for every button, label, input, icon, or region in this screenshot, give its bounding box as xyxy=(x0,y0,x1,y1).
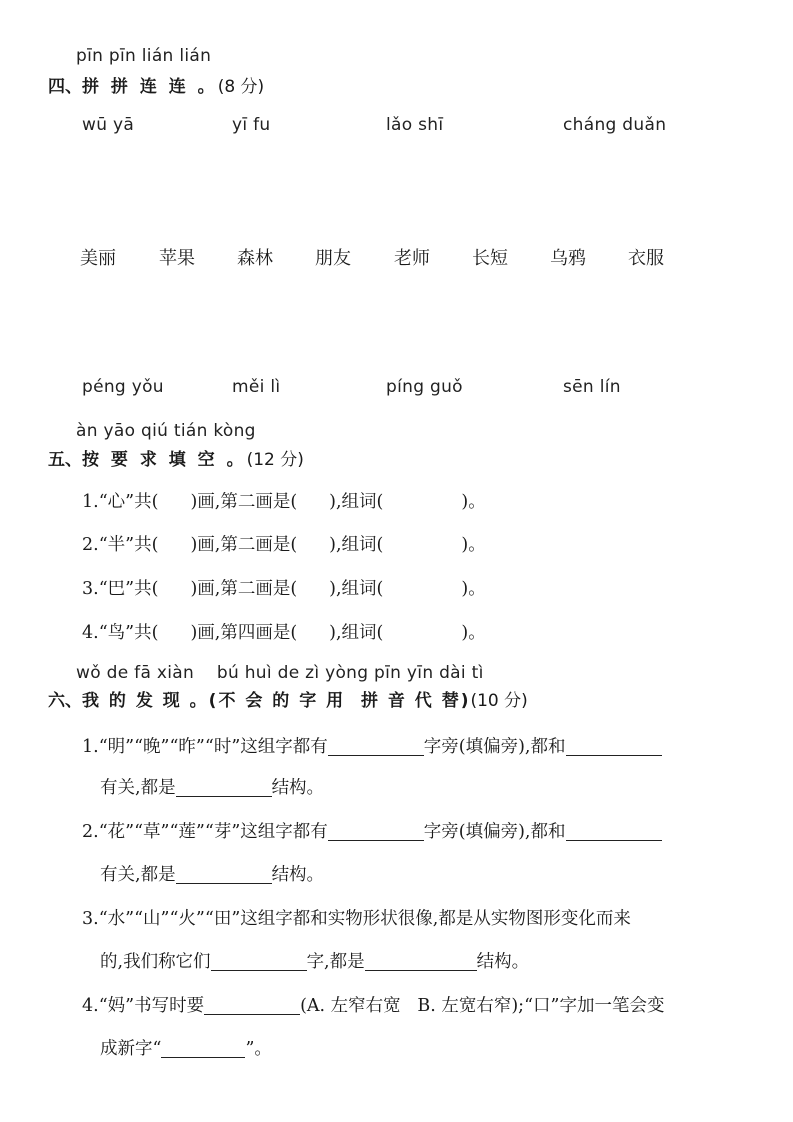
question-4-line-1: 4.“妈”书写时要 (A. 左窄右宽 B. 左宽右窄);“口”字加一笔会变 xyxy=(82,996,665,1016)
word-option: 衣服 xyxy=(628,248,664,269)
word-option: 美丽 xyxy=(80,248,116,269)
pinyin-option: lǎo shī xyxy=(386,115,444,135)
word-option: 森林 xyxy=(237,248,273,269)
section-number: 五、 xyxy=(48,450,82,470)
answer-blank[interactable] xyxy=(365,951,477,971)
word-option: 苹果 xyxy=(159,248,195,269)
fill-item: 2.“半”共( )画,第二画是( ),组词( )。 xyxy=(82,535,486,555)
question-2-line-2: 有关,都是 结构。 xyxy=(100,865,325,885)
section-score: (12 分) xyxy=(246,450,304,470)
answer-blank[interactable] xyxy=(566,821,662,841)
question-1-line-2: 有关,都是 结构。 xyxy=(100,778,325,798)
section-5-heading xyxy=(48,445,304,470)
answer-blank[interactable] xyxy=(566,736,662,756)
word-option: 老师 xyxy=(394,248,430,269)
answer-blank[interactable] xyxy=(328,736,424,756)
question-4-line-2: 成新字“ ”。 xyxy=(100,1039,272,1059)
word-option: 朋友 xyxy=(315,248,351,269)
pinyin-option: péng yǒu xyxy=(82,377,164,397)
pinyin-option: měi lì xyxy=(232,377,281,397)
question-3-line-2: 的,我们称它们 字,都是 结构。 xyxy=(100,952,530,972)
pinyin-option: píng guǒ xyxy=(386,377,463,397)
section-4-pinyin: pīn pīn lián lián xyxy=(76,46,212,66)
answer-blank[interactable] xyxy=(176,777,272,797)
pinyin-option: cháng duǎn xyxy=(563,115,667,135)
answer-blank[interactable] xyxy=(176,864,272,884)
section-score: (10 分) xyxy=(470,691,528,711)
section-6-heading xyxy=(48,686,528,711)
fill-item: 1.“心”共( )画,第二画是( ),组词( )。 xyxy=(82,492,486,512)
fill-item: 4.“鸟”共( )画,第四画是( ),组词( )。 xyxy=(82,623,486,643)
question-2-line-1: 2.“花”“草”“莲”“芽”这组字都有 字旁(填偏旁),都和 xyxy=(82,818,662,843)
section-5-pinyin: àn yāo qiú tián kòng xyxy=(76,421,256,441)
fill-item: 3.“巴”共( )画,第二画是( ),组词( )。 xyxy=(82,579,486,599)
pinyin-option: yī fu xyxy=(232,115,271,135)
question-3-line-1: 3.“水”“山”“火”“田”这组字都和实物形状很像,都是从实物图形变化而来 xyxy=(82,909,631,929)
word-option: 乌鸦 xyxy=(550,248,586,269)
answer-blank[interactable] xyxy=(204,995,300,1015)
word-option: 长短 xyxy=(472,248,508,269)
section-6-pinyin: wǒ de fā xiàn bú huì de zì yòng pīn yīn dài tì xyxy=(76,663,484,683)
section-title: 拼 拼 连 连 。 xyxy=(82,77,218,97)
section-score: (8 分) xyxy=(217,77,265,97)
pinyin-option: wū yā xyxy=(82,115,135,135)
pinyin-option: sēn lín xyxy=(563,377,621,397)
answer-blank[interactable] xyxy=(328,821,424,841)
question-1-line-1: 1.“明”“晚”“昨”“时”这组字都有 字旁(填偏旁),都和 xyxy=(82,733,662,758)
section-title: 按 要 求 填 空 。 xyxy=(82,450,247,470)
section-number: 六、 xyxy=(48,691,82,711)
answer-blank[interactable] xyxy=(211,951,307,971)
section-title: 我 的 发 现 。(不 会 的 字 用 拼 音 代 替) xyxy=(82,691,471,711)
answer-blank[interactable] xyxy=(161,1038,245,1058)
section-number: 四、 xyxy=(48,77,82,97)
section-4-heading xyxy=(48,72,264,97)
